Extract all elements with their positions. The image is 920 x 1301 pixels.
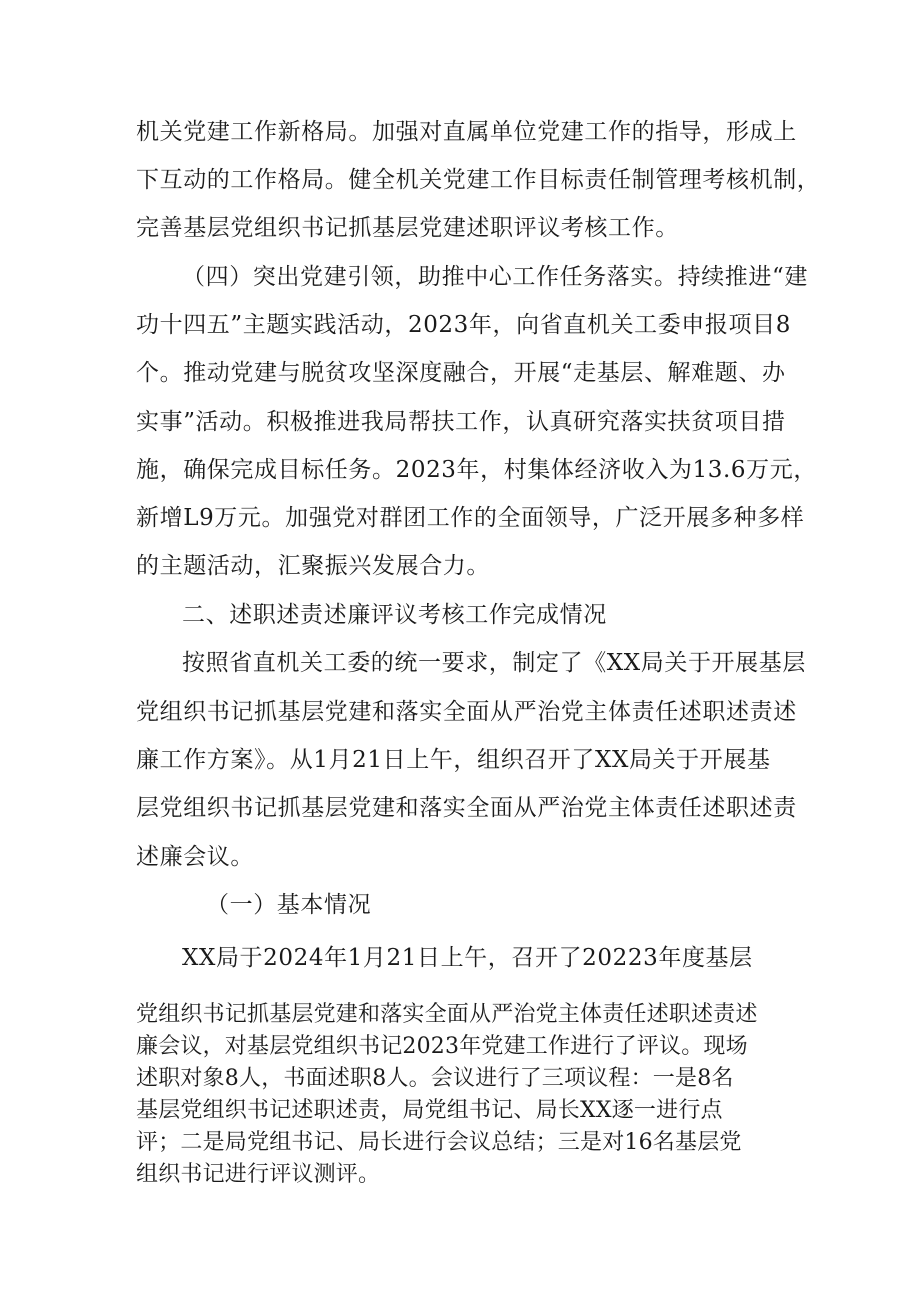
text-line: 组织书记进行评议测评。 (136, 1162, 381, 1187)
text-line: 按照省直机关工委的统一要求，制定了《XX局关于开展基层 (182, 650, 806, 676)
text-line: 下互动的工作格局。健全机关党建工作目标责任制管理考核机制， (136, 167, 821, 193)
text-line: 的主题活动，汇聚振兴发展合力。 (136, 553, 490, 579)
text-line: 层党组织书记抓基层党建和落实全面从严治党主体责任述职述责 (136, 795, 797, 821)
text-line: 新增L9万元。加强党对群团工作的全面领导，广泛开展多种多样 (136, 505, 805, 531)
text-line: 廉会议，对基层党组织书记2023年党建工作进行了评议。现场 (136, 1034, 748, 1059)
text-line: 施，确保完成目标任务。2023年，村集体经济收入为13.6万元， (136, 457, 817, 483)
text-line: 功十四五”主题实践活动，2023年，向省直机关工委申报项目8 (136, 312, 791, 338)
text-line: 评；二是局党组书记、局长进行会议总结；三是对16名基层党 (136, 1130, 742, 1155)
subsection-heading: （一）基本情况 (206, 892, 372, 918)
text-line: 机关党建工作新格局。加强对直属单位党建工作的指导，形成上 (136, 119, 797, 145)
text-line: XX局于2024年1月21日上午，召开了20223年度基层 (182, 945, 753, 971)
text-line: 实事”活动。积极推进我局帮扶工作，认真研究落实扶贫项目措 (136, 409, 786, 435)
text-line: 个。推动党建与脱贫攻坚深度融合，开展“走基层、解难题、办 (136, 360, 786, 386)
text-line: 党组织书记抓基层党建和落实全面从严治党主体责任述职述责述 (136, 1002, 758, 1027)
section-heading-line: （四）突出党建引领，助推中心工作任务落实。持续推进“建 (182, 264, 808, 290)
text-line: 述廉会议。 (136, 844, 254, 870)
section-heading: 二、述职述责述廉评议考核工作完成情况 (182, 602, 607, 628)
text-line: 完善基层党组织书记抓基层党建述职评议考核工作。 (136, 215, 679, 241)
text-line: 廉工作方案》。从1月21日上午，组织召开了XX局关于开展基 (136, 747, 771, 773)
text-line: 基层党组织书记述职述责，局党组书记、局长XX逐一进行点 (136, 1098, 723, 1123)
text-line: 党组织书记抓基层党建和落实全面从严治党主体责任述职述责述 (136, 699, 797, 725)
text-line: 述职对象8人，书面述职8人。会议进行了三项议程：一是8名 (136, 1066, 734, 1091)
